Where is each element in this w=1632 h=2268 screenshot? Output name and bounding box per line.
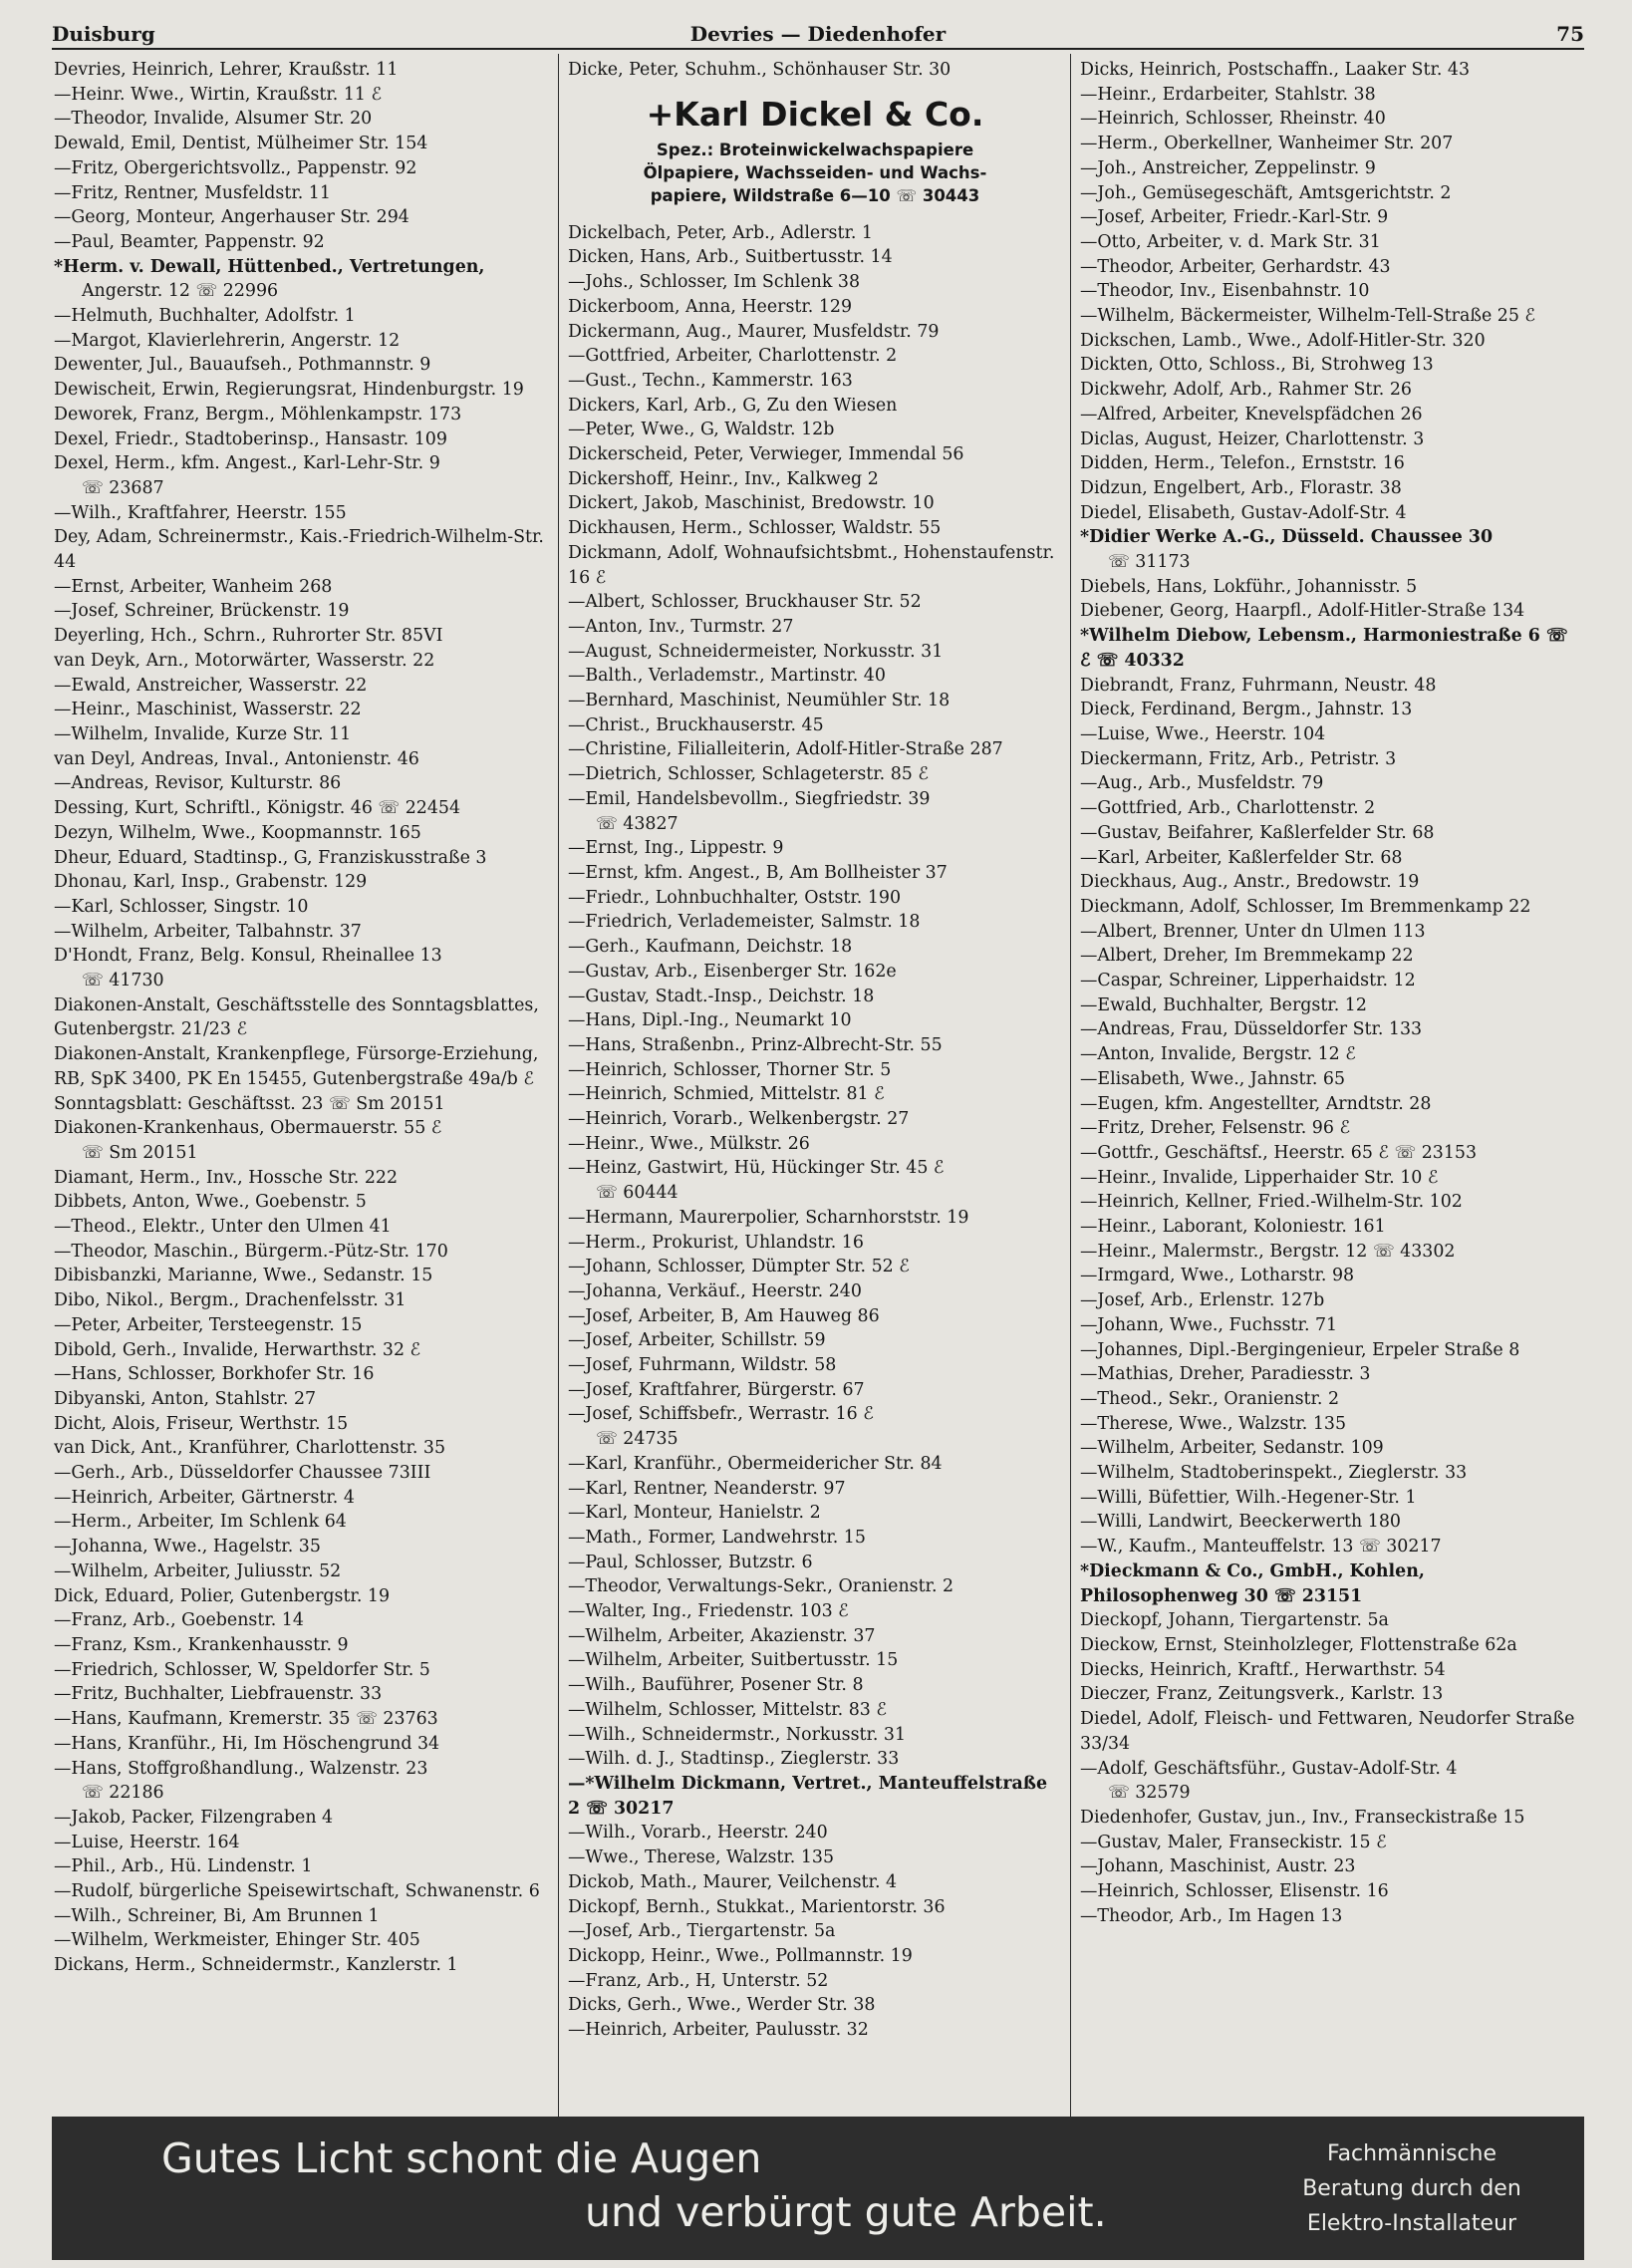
directory-entry: ☏ 60444 bbox=[596, 1183, 679, 1204]
directory-entry: —Wilhelm, Arbeiter, Akazienstr. 37 bbox=[568, 1625, 876, 1646]
directory-entry: Deyerling, Hch., Schrn., Ruhrorter Str. 85VI bbox=[54, 626, 443, 647]
directory-entry: Dhonau, Karl, Insp., Grabenstr. 129 bbox=[54, 872, 368, 893]
directory-entry: van Dick, Ant., Kranführer, Charlottenstr. 35 bbox=[54, 1438, 446, 1459]
directory-entry: Dickerscheid, Peter, Verwieger, Immendal 56 bbox=[568, 444, 964, 465]
directory-entry: Dicks, Heinrich, Postschaffn., Laaker Str. 43 bbox=[1080, 60, 1471, 80]
directory-entry: Diakonen-Krankenhaus, Obermauerstr. 55 ℰ bbox=[54, 1118, 442, 1139]
advert-karl-dickel bbox=[568, 91, 1062, 207]
advert-title: +Karl Dickel & Co. bbox=[646, 94, 984, 134]
directory-entry: ☏ 31173 bbox=[1108, 552, 1191, 573]
directory-entry: —Christine, Filialleiterin, Adolf-Hitler-Straße 287 bbox=[568, 739, 1003, 760]
directory-entry: —Wilh., Schreiner, Bi, Am Brunnen 1 bbox=[54, 1905, 380, 1926]
banner-side-text bbox=[1262, 2136, 1561, 2241]
directory-entry: ☏ 32579 bbox=[1108, 1783, 1191, 1804]
directory-entry: Dickelbach, Peter, Arb., Adlerstr. 1 bbox=[568, 222, 873, 243]
directory-entry: Diebrandt, Franz, Fuhrmann, Neustr. 48 bbox=[1080, 675, 1437, 696]
directory-entry: —Heinrich, Vorarb., Welkenbergstr. 27 bbox=[568, 1109, 910, 1130]
directory-entry: Dickopp, Heinr., Wwe., Pollmannstr. 19 bbox=[568, 1945, 913, 1966]
directory-entry: —Fritz, Obergerichtsvollz., Pappenstr. 92 bbox=[54, 157, 417, 178]
advert-line-2: Ölpapiere, Wachsseiden- und Wachs- bbox=[643, 162, 987, 182]
directory-entry: —Peter, Arbeiter, Tersteegenstr. 15 bbox=[54, 1314, 363, 1335]
directory-entry: —Heinr., Malermstr., Bergstr. 12 ☏ 43302 bbox=[1080, 1241, 1456, 1262]
directory-entry: Dibo, Nikol., Bergm., Drachenfelsstr. 31 bbox=[54, 1290, 407, 1311]
directory-entry: —Hans, Dipl.-Ing., Neumarkt 10 bbox=[568, 1010, 852, 1031]
column-1 bbox=[54, 58, 550, 2117]
directory-entry: —Heinr., Erdarbeiter, Stahlstr. 38 bbox=[1080, 84, 1376, 105]
directory-entry: —Johanna, Wwe., Hagelstr. 35 bbox=[54, 1537, 321, 1558]
directory-entry: Dick, Eduard, Polier, Gutenbergstr. 19 bbox=[54, 1585, 391, 1606]
header-rule bbox=[52, 48, 1584, 50]
directory-entry: —Wilhelm, Arbeiter, Sedanstr. 109 bbox=[1080, 1438, 1384, 1459]
directory-entry: —Gerh., Kaufmann, Deichstr. 18 bbox=[568, 937, 853, 958]
directory-entry: —Christ., Bruckhauserstr. 45 bbox=[568, 714, 824, 735]
directory-entry: —Andreas, Frau, Düsseldorfer Str. 133 bbox=[1080, 1019, 1423, 1040]
banner-headline-1: Gutes Licht schont die Augen bbox=[161, 2134, 762, 2182]
directory-entry: —Josef, Arbeiter, B, Am Hauweg 86 bbox=[568, 1305, 880, 1326]
directory-entry: —Luise, Heerstr. 164 bbox=[54, 1832, 240, 1852]
banner-headline-2: und verbürgt gute Arbeit. bbox=[585, 2188, 1107, 2236]
directory-entry: —Theod., Elektr., Unter den Ulmen 41 bbox=[54, 1217, 392, 1238]
directory-entry: Dieckermann, Fritz, Arb., Petristr. 3 bbox=[1080, 748, 1397, 769]
directory-entry: —Friedr., Lohnbuchhalter, Oststr. 190 bbox=[568, 887, 902, 908]
directory-entry: Diedenhofer, Gustav, jun., Inv., Franseckistraße 15 bbox=[1080, 1807, 1525, 1828]
directory-entry: —Caspar, Schreiner, Lipperhaidstr. 12 bbox=[1080, 971, 1416, 992]
directory-entry: —Franz, Arb., Goebenstr. 14 bbox=[54, 1610, 304, 1631]
directory-entry: —Johann, Maschinist, Austr. 23 bbox=[1080, 1856, 1356, 1877]
directory-entry: —Gerh., Arb., Düsseldorfer Chaussee 73III bbox=[54, 1463, 431, 1484]
directory-entry: —Luise, Wwe., Heerstr. 104 bbox=[1080, 723, 1326, 744]
directory-entry: Diakonen-Anstalt, Krankenpflege, Fürsorge-Erziehung, RB, SpK 3400, PK En 15455, Gutenbergstraße 49a/b ℰ Sonntagsblatt: Geschäftsst. 23 ☏ Sm 20151 bbox=[54, 1044, 539, 1114]
directory-entry: —Bernhard, Maschinist, Neumühler Str. 18 bbox=[568, 691, 951, 711]
directory-entry: —Josef, Arb., Tiergartenstr. 5a bbox=[568, 1921, 836, 1942]
directory-entry: Dibbets, Anton, Wwe., Goebenstr. 5 bbox=[54, 1192, 367, 1213]
directory-entry: Diecks, Heinrich, Kraftf., Herwarthstr. 54 bbox=[1080, 1659, 1446, 1680]
directory-entry: —Hans, Kaufmann, Kremerstr. 35 ☏ 23763 bbox=[54, 1709, 438, 1730]
directory-entry: *Didier Werke A.-G., Düsseld. Chaussee 30 bbox=[1080, 527, 1494, 548]
directory-entry: —Andreas, Revisor, Kulturstr. 86 bbox=[54, 773, 342, 794]
directory-entry: —Hans, Straßenbn., Prinz-Albrecht-Str. 55 bbox=[568, 1034, 943, 1055]
directory-entry: —Anton, Inv., Turmstr. 27 bbox=[568, 616, 794, 637]
directory-entry: Didden, Herm., Telefon., Ernststr. 16 bbox=[1080, 453, 1405, 474]
directory-entry: —Hans, Schlosser, Borkhofer Str. 16 bbox=[54, 1364, 375, 1385]
directory-entry: —Willi, Büfettier, Wilh.-Hegener-Str. 1 bbox=[1080, 1487, 1417, 1508]
directory-entry: —Heinz, Gastwirt, Hü, Hückinger Str. 45 ℰ bbox=[568, 1158, 945, 1179]
directory-entry: Angerstr. 12 ☏ 22996 bbox=[82, 281, 279, 302]
directory-entry: Dickerboom, Anna, Heerstr. 129 bbox=[568, 296, 853, 317]
directory-entry: —Willi, Landwirt, Beeckerwerth 180 bbox=[1080, 1512, 1401, 1533]
banner-side-line-3: Elektro-Installateur bbox=[1306, 2211, 1517, 2236]
directory-entry: Devries, Heinrich, Lehrer, Kraußstr. 11 bbox=[54, 60, 399, 80]
directory-entry: —Gottfried, Arb., Charlottenstr. 2 bbox=[1080, 798, 1376, 819]
directory-entry: Dezyn, Wilhelm, Wwe., Koopmannstr. 165 bbox=[54, 822, 421, 843]
directory-entry: —Johanna, Verkäuf., Heerstr. 240 bbox=[568, 1280, 862, 1301]
directory-entry: —Albert, Schlosser, Bruckhauser Str. 52 bbox=[568, 592, 922, 613]
directory-entry: *Herm. v. Dewall, Hüttenbed., Vertretungen, bbox=[54, 256, 485, 277]
directory-entry: Dewischeit, Erwin, Regierungsrat, Hindenburgstr. 19 bbox=[54, 380, 524, 401]
directory-entry: —Heinr., Invalide, Lipperhaider Str. 10 ℰ bbox=[1080, 1167, 1439, 1188]
directory-entry: —Theodor, Verwaltungs-Sekr., Oranienstr. 2 bbox=[568, 1576, 954, 1597]
directory-entry: Deworek, Franz, Bergm., Möhlenkampstr. 173 bbox=[54, 404, 462, 425]
header-range: Devries — Diedenhofer bbox=[689, 22, 947, 46]
directory-entry: —Karl, Rentner, Neanderstr. 97 bbox=[568, 1478, 846, 1499]
directory-entry: Dickert, Jakob, Maschinist, Bredowstr. 10 bbox=[568, 493, 935, 514]
directory-entry: —Jakob, Packer, Filzengraben 4 bbox=[54, 1807, 334, 1828]
directory-entry: —Ernst, Arbeiter, Wanheim 268 bbox=[54, 576, 333, 597]
column-divider-1 bbox=[558, 54, 559, 2119]
directory-entry: —August, Schneidermeister, Norkusstr. 31 bbox=[568, 641, 944, 662]
directory-entry: —Paul, Schlosser, Butzstr. 6 bbox=[568, 1552, 813, 1572]
column-divider-2 bbox=[1070, 54, 1071, 2119]
directory-entry: —Wilhelm, Invalide, Kurze Str. 11 bbox=[54, 723, 352, 744]
directory-entry: Dewenter, Jul., Bauaufseh., Pothmannstr. 9 bbox=[54, 355, 431, 376]
directory-entry: ☏ 22186 bbox=[82, 1783, 164, 1804]
directory-entry: Dickermann, Aug., Maurer, Musfeldstr. 79 bbox=[568, 321, 940, 342]
directory-entry: Dessing, Kurt, Schriftl., Königstr. 46 ☏ 22454 bbox=[54, 798, 461, 819]
directory-entry: —Math., Former, Landwehrstr. 15 bbox=[568, 1527, 866, 1548]
directory-entry: —Wilhelm, Arbeiter, Suitbertusstr. 15 bbox=[568, 1650, 899, 1671]
banner-side-line-2: Beratung durch den bbox=[1302, 2176, 1521, 2201]
directory-entry: —Wilhelm, Werkmeister, Ehinger Str. 405 bbox=[54, 1930, 420, 1951]
directory-entry: Didzun, Engelbert, Arb., Florastr. 38 bbox=[1080, 477, 1402, 498]
directory-entry: Dieckopf, Johann, Tiergartenstr. 5a bbox=[1080, 1610, 1389, 1631]
directory-entry: *Wilhelm Diebow, Lebensm., Harmoniestraße 6 ☏ ℰ ☏ 40332 bbox=[1080, 626, 1568, 671]
directory-entry: —Theodor, Inv., Eisenbahnstr. 10 bbox=[1080, 281, 1370, 302]
directory-entry: Diebener, Georg, Haarpfl., Adolf-Hitler-Straße 134 bbox=[1080, 601, 1525, 622]
directory-entry: ☏ 23687 bbox=[82, 477, 164, 498]
directory-entry: —Gustav, Stadt.-Insp., Deichstr. 18 bbox=[568, 986, 875, 1006]
directory-entry: —Walter, Ing., Friedenstr. 103 ℰ bbox=[568, 1601, 849, 1622]
directory-entry: —Ernst, Ing., Lippestr. 9 bbox=[568, 838, 784, 859]
directory-entry: —Johannes, Dipl.-Bergingenieur, Erpeler Straße 8 bbox=[1080, 1339, 1520, 1360]
directory-entry: Dicke, Peter, Schuhm., Schönhauser Str. 30 bbox=[568, 60, 952, 80]
directory-entry: Diakonen-Anstalt, Geschäftsstelle des Sonntagsblattes, Gutenbergstr. 21/23 ℰ bbox=[54, 994, 539, 1040]
directory-entry: Dickershoff, Heinr., Inv., Kalkweg 2 bbox=[568, 468, 879, 489]
advert-line-3: papiere, Wildstraße 6—10 ☏ 30443 bbox=[650, 185, 980, 205]
directory-entry: —Dietrich, Schlosser, Schlageterstr. 85 ℰ bbox=[568, 764, 929, 785]
directory-entry: —Alfred, Arbeiter, Knevelspfädchen 26 bbox=[1080, 404, 1423, 425]
directory-entry: —Josef, Arb., Erlenstr. 127b bbox=[1080, 1290, 1325, 1311]
directory-entry: Dewald, Emil, Dentist, Mülheimer Str. 154 bbox=[54, 134, 428, 154]
directory-entry: —Heinrich, Schmied, Mittelstr. 81 ℰ bbox=[568, 1084, 885, 1105]
directory-entry: —Friedrich, Schlosser, W, Speldorfer Str. 5 bbox=[54, 1659, 430, 1680]
directory-entry: —Josef, Fuhrmann, Wildstr. 58 bbox=[568, 1355, 837, 1376]
directory-entry: —Georg, Monteur, Angerhauser Str. 294 bbox=[54, 207, 409, 228]
directory-entry: Dieckhaus, Aug., Anstr., Bredowstr. 19 bbox=[1080, 872, 1420, 893]
directory-entry: —Therese, Wwe., Walzstr. 135 bbox=[1080, 1413, 1347, 1434]
directory-entry: Dieckow, Ernst, Steinholzleger, Flottenstraße 62a bbox=[1080, 1635, 1517, 1655]
directory-entry: —*Wilhelm Dickmann, Vertret., Manteuffelstraße 2 ☏ 30217 bbox=[568, 1774, 1048, 1819]
directory-entry: Dicht, Alois, Friseur, Werthstr. 15 bbox=[54, 1413, 349, 1434]
column-2 bbox=[568, 58, 1062, 2117]
directory-entry: —Friedrich, Verlademeister, Salmstr. 18 bbox=[568, 912, 921, 933]
directory-entry: —Wilh., Schneidermstr., Norkusstr. 31 bbox=[568, 1724, 907, 1745]
directory-entry: —Karl, Schlosser, Singstr. 10 bbox=[54, 896, 309, 917]
directory-entry: Diebels, Hans, Lokführ., Johannisstr. 5 bbox=[1080, 576, 1418, 597]
directory-entry: —Anton, Invalide, Bergstr. 12 ℰ bbox=[1080, 1044, 1356, 1065]
directory-entry: —Josef, Schiffsbefr., Werrastr. 16 ℰ bbox=[568, 1404, 874, 1425]
directory-entry: —Wilhelm, Arbeiter, Juliusstr. 52 bbox=[54, 1560, 342, 1581]
advert-banner bbox=[52, 2117, 1584, 2260]
directory-entry: —Fritz, Dreher, Felsenstr. 96 ℰ bbox=[1080, 1118, 1350, 1139]
directory-entry: Diclas, August, Heizer, Charlottenstr. 3 bbox=[1080, 428, 1425, 449]
directory-entry: Dickopf, Bernh., Stukkat., Marientorstr. 36 bbox=[568, 1896, 946, 1917]
directory-entry: —Herm., Arbeiter, Im Schlenk 64 bbox=[54, 1512, 347, 1533]
directory-entry: —Gottfr., Geschäftsf., Heerstr. 65 ℰ ☏ 23153 bbox=[1080, 1142, 1478, 1163]
directory-entry: —Eugen, kfm. Angestellter, Arndtstr. 28 bbox=[1080, 1093, 1432, 1114]
directory-entry: ☏ Sm 20151 bbox=[82, 1142, 198, 1163]
directory-entry: Dexel, Herm., kfm. Angest., Karl-Lehr-Str. 9 bbox=[54, 453, 440, 474]
directory-entry: Diedel, Adolf, Fleisch- und Fettwaren, Neudorfer Straße 33/34 bbox=[1080, 1709, 1575, 1754]
directory-entry: —Emil, Handelsbevollm., Siegfriedstr. 39 bbox=[568, 788, 931, 809]
directory-entry: —Theodor, Arb., Im Hagen 13 bbox=[1080, 1905, 1343, 1926]
directory-entry: —W., Kaufm., Manteuffelstr. 13 ☏ 30217 bbox=[1080, 1537, 1442, 1558]
directory-entry: —Heinrich, Arbeiter, Paulusstr. 32 bbox=[568, 2020, 869, 2041]
directory-entry: —Karl, Monteur, Hanielstr. 2 bbox=[568, 1503, 821, 1524]
directory-entry: —Heinrich, Arbeiter, Gärtnerstr. 4 bbox=[54, 1487, 355, 1508]
directory-entry: —Josef, Arbeiter, Schillstr. 59 bbox=[568, 1330, 826, 1351]
directory-entry: —Heinr. Wwe., Wirtin, Kraußstr. 11 ℰ bbox=[54, 84, 383, 105]
directory-entry: —Gustav, Maler, Franseckistr. 15 ℰ bbox=[1080, 1832, 1387, 1852]
directory-entry: —Paul, Beamter, Pappenstr. 92 bbox=[54, 231, 325, 252]
directory-entry: —Hermann, Maurerpolier, Scharnhorststr. 19 bbox=[568, 1207, 969, 1228]
directory-entry: —Ernst, kfm. Angest., B, Am Bollheister 37 bbox=[568, 862, 948, 883]
directory-entry: —Wilh., Bauführer, Posener Str. 8 bbox=[568, 1675, 864, 1696]
directory-entry: —Adolf, Geschäftsführ., Gustav-Adolf-Str. 4 bbox=[1080, 1758, 1458, 1779]
directory-entry: Dickob, Math., Maurer, Veilchenstr. 4 bbox=[568, 1871, 898, 1892]
directory-entry: Dheur, Eduard, Stadtinsp., G, Franziskusstraße 3 bbox=[54, 847, 487, 868]
directory-entry: —Theod., Sekr., Oranienstr. 2 bbox=[1080, 1388, 1340, 1409]
directory-entry: —Joh., Gemüsegeschäft, Amtsgerichtstr. 2 bbox=[1080, 182, 1452, 203]
directory-entry: —Margot, Klavierlehrerin, Angerstr. 12 bbox=[54, 330, 401, 351]
directory-entry: ☏ 41730 bbox=[82, 971, 164, 992]
directory-entry: —Herm., Prokurist, Uhlandstr. 16 bbox=[568, 1232, 864, 1253]
directory-entry: —Gustav, Arb., Eisenberger Str. 162e bbox=[568, 961, 897, 982]
directory-entry: —Fritz, Rentner, Musfeldstr. 11 bbox=[54, 182, 331, 203]
directory-entry: —Gust., Techn., Kammerstr. 163 bbox=[568, 370, 853, 391]
directory-entry: —Rudolf, bürgerliche Speisewirtschaft, Schwanenstr. 6 bbox=[54, 1881, 540, 1902]
directory-entry: —Gottfried, Arbeiter, Charlottenstr. 2 bbox=[568, 346, 898, 367]
directory-entry: —Heinr., Laborant, Koloniestr. 161 bbox=[1080, 1217, 1386, 1238]
directory-entry: —Johs., Schlosser, Im Schlenk 38 bbox=[568, 272, 861, 293]
directory-entry: —Josef, Kraftfahrer, Bürgerstr. 67 bbox=[568, 1379, 865, 1400]
directory-entry: —Herm., Oberkellner, Wanheimer Str. 207 bbox=[1080, 134, 1454, 154]
directory-entry: ☏ 43827 bbox=[596, 813, 679, 834]
directory-entry: Dibyanski, Anton, Stahlstr. 27 bbox=[54, 1388, 317, 1409]
directory-entry: —Wilh., Vorarb., Heerstr. 240 bbox=[568, 1823, 828, 1843]
directory-entry: —Balth., Verlademstr., Martinstr. 40 bbox=[568, 666, 886, 687]
directory-entry: —Ewald, Buchhalter, Bergstr. 12 bbox=[1080, 994, 1367, 1015]
directory-entry: Dieck, Ferdinand, Bergm., Jahnstr. 13 bbox=[1080, 700, 1413, 720]
directory-entry: —Heinrich, Schlosser, Thorner Str. 5 bbox=[568, 1059, 892, 1080]
directory-entry: Dibisbanzki, Marianne, Wwe., Sedanstr. 15 bbox=[54, 1266, 433, 1286]
directory-entry: Diamant, Herm., Inv., Hossche Str. 222 bbox=[54, 1167, 399, 1188]
directory-entry: —Johann, Wwe., Fuchsstr. 71 bbox=[1080, 1314, 1338, 1335]
directory-entry: Dicks, Gerh., Wwe., Werder Str. 38 bbox=[568, 1995, 876, 2016]
directory-entry: —Ewald, Anstreicher, Wasserstr. 22 bbox=[54, 675, 368, 696]
directory-entry: Dicken, Hans, Arb., Suitbertusstr. 14 bbox=[568, 247, 893, 268]
directory-entry: Dickans, Herm., Schneidermstr., Kanzlerstr. 1 bbox=[54, 1955, 458, 1976]
directory-entry: Dickmann, Adolf, Wohnaufsichtsbmt., Hohenstaufenstr. 16 ℰ bbox=[568, 542, 1055, 588]
directory-entry: —Johann, Schlosser, Dümpter Str. 52 ℰ bbox=[568, 1257, 910, 1277]
directory-entry: —Wilhelm, Arbeiter, Talbahnstr. 37 bbox=[54, 921, 362, 942]
directory-entry: —Wilh. d. J., Stadtinsp., Zieglerstr. 33 bbox=[568, 1749, 900, 1770]
directory-entry: —Phil., Arb., Hü. Lindenstr. 1 bbox=[54, 1856, 313, 1877]
directory-entry: —Karl, Arbeiter, Kaßlerfelder Str. 68 bbox=[1080, 847, 1403, 868]
directory-entry: —Irmgard, Wwe., Lotharstr. 98 bbox=[1080, 1266, 1355, 1286]
directory-entry: —Karl, Kranführ., Obermeidericher Str. 84 bbox=[568, 1453, 943, 1474]
directory-entry: —Wilhelm, Stadtoberinspekt., Zieglerstr. 33 bbox=[1080, 1463, 1468, 1484]
directory-entry: van Deyk, Arn., Motorwärter, Wasserstr. 22 bbox=[54, 650, 435, 671]
directory-entry: —Otto, Arbeiter, v. d. Mark Str. 31 bbox=[1080, 231, 1381, 252]
directory-entry: —Theodor, Arbeiter, Gerhardstr. 43 bbox=[1080, 256, 1391, 277]
directory-entry: —Heinrich, Kellner, Fried.-Wilhelm-Str. 102 bbox=[1080, 1192, 1463, 1213]
directory-entry: Dickers, Karl, Arb., G, Zu den Wiesen bbox=[568, 395, 898, 416]
directory-entry: —Hans, Stoffgroßhandlung., Walzenstr. 23 bbox=[54, 1758, 428, 1779]
directory-entry: Dieckmann, Adolf, Schlosser, Im Bremmenkamp 22 bbox=[1080, 896, 1531, 917]
advert-line-1: Spez.: Broteinwickelwachspapiere bbox=[656, 140, 974, 159]
directory-entry: —Aug., Arb., Musfeldstr. 79 bbox=[1080, 773, 1324, 794]
column-3 bbox=[1080, 58, 1584, 2117]
directory-entry: —Peter, Wwe., G, Waldstr. 12b bbox=[568, 420, 835, 440]
directory-entry: —Josef, Schreiner, Brückenstr. 19 bbox=[54, 601, 350, 622]
directory-entry: —Fritz, Buchhalter, Liebfrauenstr. 33 bbox=[54, 1684, 383, 1705]
directory-entry: —Franz, Arb., H, Unterstr. 52 bbox=[568, 1970, 829, 1991]
directory-entry: van Deyl, Andreas, Inval., Antonienstr. 46 bbox=[54, 748, 419, 769]
directory-entry: Dickschen, Lamb., Wwe., Adolf-Hitler-Str. 320 bbox=[1080, 330, 1486, 351]
directory-entry: —Helmuth, Buchhalter, Adolfstr. 1 bbox=[54, 306, 356, 327]
directory-entry: Dickten, Otto, Schloss., Bi, Strohweg 13 bbox=[1080, 355, 1434, 376]
directory-entry: —Gustav, Beifahrer, Kaßlerfelder Str. 68 bbox=[1080, 822, 1435, 843]
directory-entry: —Heinrich, Schlosser, Elisenstr. 16 bbox=[1080, 1881, 1389, 1902]
directory-entry: —Joh., Anstreicher, Zeppelinstr. 9 bbox=[1080, 157, 1376, 178]
header-page-number: 75 bbox=[1556, 22, 1584, 46]
directory-entry: Dibold, Gerh., Invalide, Herwarthstr. 32 ℰ bbox=[54, 1339, 421, 1360]
directory-entry: —Theodor, Maschin., Bürgerm.-Pütz-Str. 170 bbox=[54, 1241, 448, 1262]
directory-entry: —Heinrich, Schlosser, Rheinstr. 40 bbox=[1080, 109, 1386, 130]
directory-entry: —Mathias, Dreher, Paradiesstr. 3 bbox=[1080, 1364, 1371, 1385]
directory-entry: Dey, Adam, Schreinermstr., Kais.-Friedrich-Wilhelm-Str. 44 bbox=[54, 527, 544, 573]
directory-entry: Dexel, Friedr., Stadtoberinsp., Hansastr. 109 bbox=[54, 428, 447, 449]
header-city: Duisburg bbox=[52, 22, 155, 46]
directory-entry: Dickhausen, Herm., Schlosser, Waldstr. 55 bbox=[568, 518, 942, 539]
directory-entry: —Wilhelm, Schlosser, Mittelstr. 83 ℰ bbox=[568, 1699, 887, 1720]
directory-entry: —Albert, Brenner, Unter dn Ulmen 113 bbox=[1080, 921, 1426, 942]
directory-entry: Dieczer, Franz, Zeitungsverk., Karlstr. 13 bbox=[1080, 1684, 1444, 1705]
directory-entry: *Dieckmann & Co., GmbH., Kohlen, Philosophenweg 30 ☏ 23151 bbox=[1080, 1560, 1425, 1606]
banner-side-line-1: Fachmännische bbox=[1326, 2141, 1497, 2166]
directory-entry: Dickwehr, Adolf, Arb., Rahmer Str. 26 bbox=[1080, 380, 1412, 401]
directory-entry: —Wilhelm, Bäckermeister, Wilhelm-Tell-Straße 25 ℰ bbox=[1080, 306, 1535, 327]
directory-entry: ☏ 24735 bbox=[596, 1429, 679, 1450]
directory-entry: —Elisabeth, Wwe., Jahnstr. 65 bbox=[1080, 1068, 1346, 1089]
directory-entry: —Wwe., Therese, Walzstr. 135 bbox=[568, 1847, 835, 1868]
directory-entry: —Hans, Kranführ., Hi, Im Höschengrund 34 bbox=[54, 1733, 440, 1754]
directory-entry: —Theodor, Invalide, Alsumer Str. 20 bbox=[54, 109, 373, 130]
directory-entry: —Franz, Ksm., Krankenhausstr. 9 bbox=[54, 1635, 349, 1655]
directory-entry: D'Hondt, Franz, Belg. Konsul, Rheinallee 13 bbox=[54, 946, 442, 967]
directory-entry: —Heinr., Wwe., Mülkstr. 26 bbox=[568, 1133, 810, 1154]
directory-entry: Diedel, Elisabeth, Gustav-Adolf-Str. 4 bbox=[1080, 502, 1407, 523]
directory-entry: —Albert, Dreher, Im Bremmekamp 22 bbox=[1080, 946, 1414, 967]
directory-entry: —Josef, Arbeiter, Friedr.-Karl-Str. 9 bbox=[1080, 207, 1389, 228]
directory-entry: —Heinr., Maschinist, Wasserstr. 22 bbox=[54, 700, 362, 720]
directory-entry: —Wilh., Kraftfahrer, Heerstr. 155 bbox=[54, 502, 347, 523]
